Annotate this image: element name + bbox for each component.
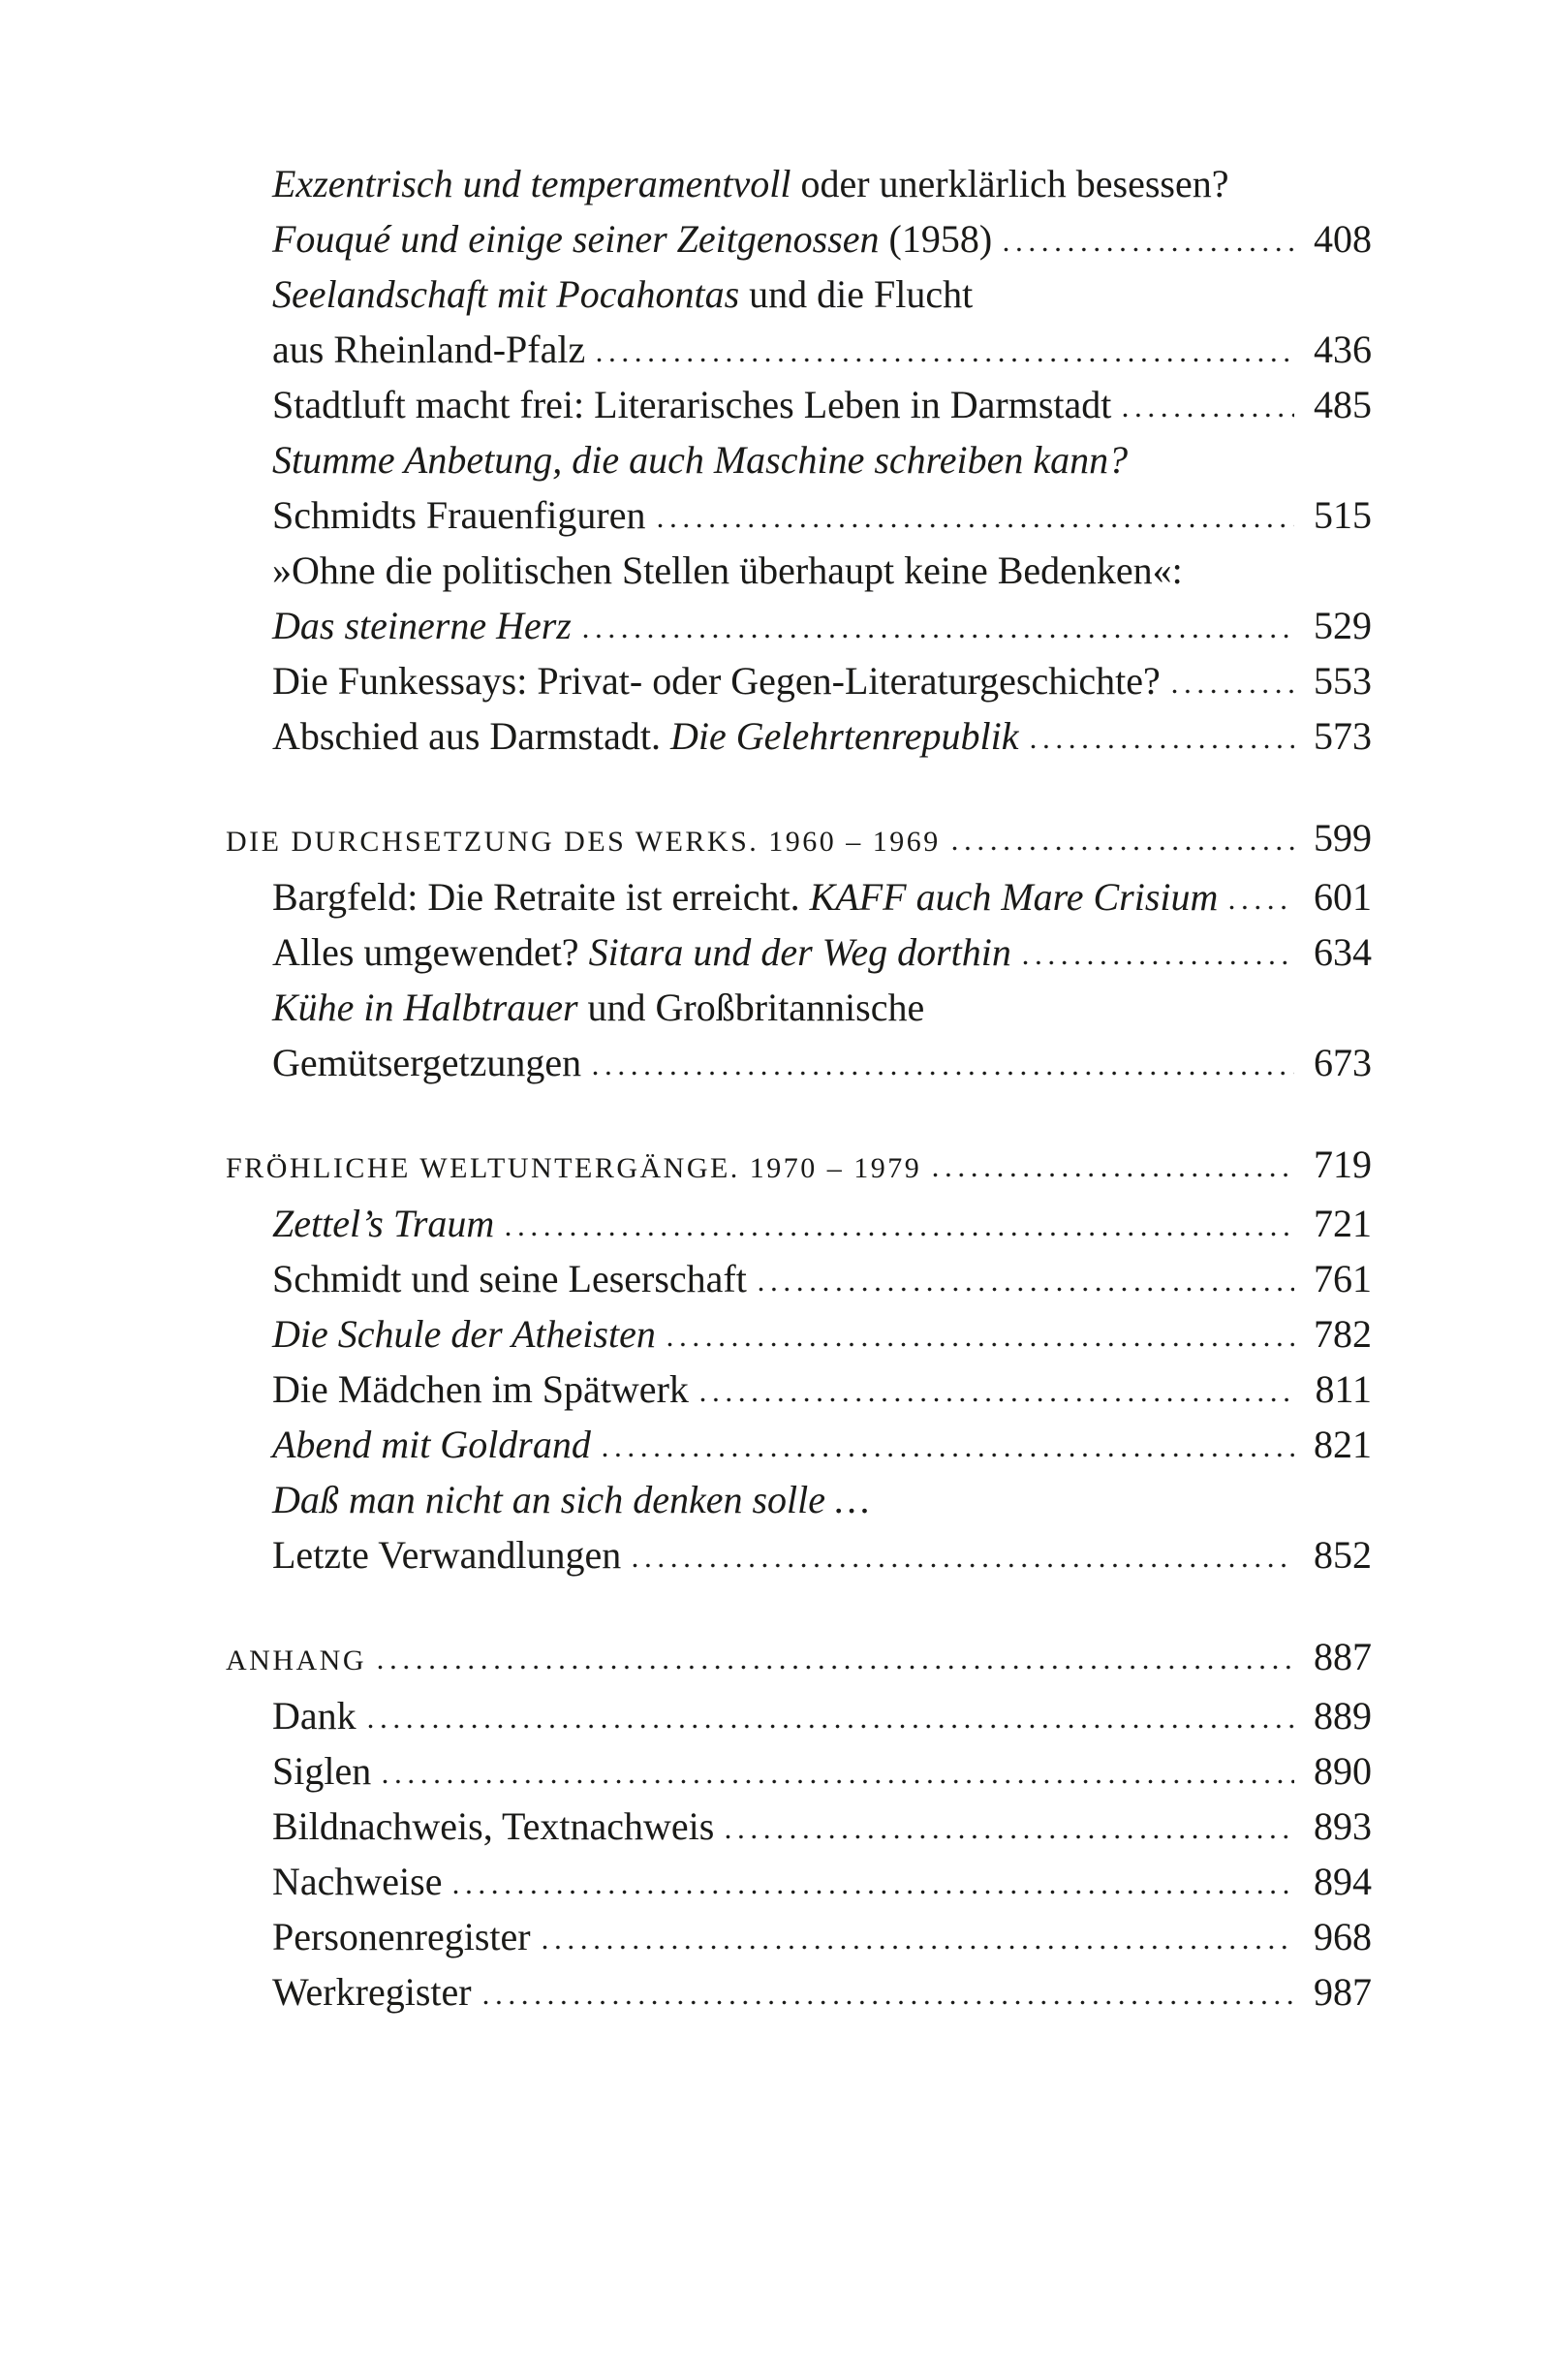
toc-entry xyxy=(272,1251,1372,1306)
page-number: 782 xyxy=(1314,1312,1372,1356)
entry-title xyxy=(272,1854,442,1909)
entry-title xyxy=(272,924,1011,980)
section-header-title xyxy=(226,814,941,869)
entry-title xyxy=(272,1799,714,1854)
dot-leader xyxy=(378,1665,1294,1670)
entry-title xyxy=(272,1527,621,1582)
page-number: 893 xyxy=(1314,1804,1372,1848)
page-number: 719 xyxy=(1314,1143,1372,1186)
entry-title xyxy=(272,1306,656,1362)
entry-title xyxy=(272,543,1183,598)
page-number: 890 xyxy=(1314,1749,1372,1793)
title-italic-segment: Sitara und der Weg dorthin xyxy=(588,930,1011,974)
entry-title xyxy=(272,1251,747,1306)
dot-leader xyxy=(1023,960,1294,965)
section-header-title xyxy=(226,1633,366,1688)
toc-entry xyxy=(272,1743,1372,1799)
title-italic-segment: KAFF auch Mare Crisium xyxy=(809,875,1219,919)
dot-leader xyxy=(593,1071,1294,1076)
title-italic-segment: Kühe in Halbtrauer xyxy=(272,986,578,1029)
entry-title xyxy=(272,1964,472,2020)
toc-entry xyxy=(272,708,1372,764)
toc-entry xyxy=(272,1527,1372,1582)
page-number: 761 xyxy=(1314,1257,1372,1300)
dot-leader xyxy=(453,1890,1294,1895)
title-roman-segment: Schmidts Frauenfiguren xyxy=(272,493,646,537)
entry-title xyxy=(272,1909,531,1964)
title-roman-segment: aus Rheinland-Pfalz xyxy=(272,328,586,371)
dot-leader xyxy=(483,2000,1294,2005)
section-header-title xyxy=(226,1141,921,1196)
title-italic-segment: Das steinerne Herz xyxy=(272,604,572,647)
title-italic-segment: Exzentrisch und temperamentvoll xyxy=(272,162,791,205)
title-roman-segment: und Großbritannische xyxy=(577,986,925,1029)
page-number: 599 xyxy=(1314,816,1372,860)
title-roman-segment: Bargfeld: Die Retraite ist erreicht. xyxy=(272,875,810,919)
dot-leader xyxy=(700,1397,1294,1402)
title-roman-segment: Gemütsergetzungen xyxy=(272,1041,582,1084)
dot-leader xyxy=(583,634,1294,639)
toc-entry xyxy=(272,1472,1372,1527)
page-number: 673 xyxy=(1314,1041,1372,1084)
page-number: 408 xyxy=(1314,217,1372,261)
title-roman-segment: (1958) xyxy=(879,217,993,261)
page-number: 811 xyxy=(1315,1367,1372,1411)
page-number: 852 xyxy=(1314,1533,1372,1577)
dot-leader xyxy=(1004,247,1294,252)
toc-entry xyxy=(272,653,1372,708)
entry-title xyxy=(272,487,646,543)
dot-leader xyxy=(368,1724,1294,1729)
title-roman-segment: Schmidt und seine Leserschaft xyxy=(272,1257,747,1300)
title-roman-segment: Stadtluft macht frei: Literarisches Leben in Darmstadt xyxy=(272,383,1112,426)
toc-entry xyxy=(272,1964,1372,2020)
toc-section-header xyxy=(226,810,1372,869)
toc-entry xyxy=(272,432,1372,487)
page-number: 573 xyxy=(1314,714,1372,758)
dot-leader xyxy=(383,1779,1294,1784)
toc-entry xyxy=(272,1196,1372,1251)
title-roman-segment: oder unerklärlich besessen? xyxy=(790,162,1229,205)
toc-section-header xyxy=(226,1629,1372,1688)
entry-title xyxy=(272,708,1019,764)
entry-title xyxy=(272,322,585,377)
entry-title xyxy=(272,1743,371,1799)
title-italic-segment: Die Gelehrtenrepublik xyxy=(670,714,1019,758)
toc-entry xyxy=(272,1799,1372,1854)
page-number: 968 xyxy=(1314,1915,1372,1958)
title-roman-segment: Nachweise xyxy=(272,1860,443,1903)
title-roman-segment: FRÖHLICHE WELTUNTERGÄNGE. 1970 – 1979 xyxy=(226,1152,922,1184)
toc-entry xyxy=(272,924,1372,980)
dot-leader xyxy=(1229,905,1294,910)
page-number: 529 xyxy=(1314,604,1372,647)
title-roman-segment: ANHANG xyxy=(226,1644,366,1676)
dot-leader xyxy=(542,1945,1294,1950)
entry-title xyxy=(272,653,1161,708)
toc-entry xyxy=(272,1909,1372,1964)
entry-title xyxy=(272,1472,870,1527)
toc-entry xyxy=(272,156,1372,211)
title-roman-segment: Dank xyxy=(272,1694,356,1738)
page-number: 889 xyxy=(1314,1694,1372,1738)
dot-leader xyxy=(933,1173,1294,1177)
entry-title xyxy=(272,1417,591,1472)
title-roman-segment: Letzte Verwandlungen xyxy=(272,1533,622,1577)
entry-title xyxy=(272,432,1128,487)
title-roman-segment: »Ohne die politischen Stellen überhaupt keine Bedenken«: xyxy=(272,548,1183,592)
title-roman-segment: und die Flucht xyxy=(739,272,974,316)
title-roman-segment: Werkregister xyxy=(272,1970,472,2014)
entry-title xyxy=(272,1688,356,1743)
title-italic-segment: Fouqué und einige seiner Zeitgenossen xyxy=(272,217,880,261)
title-roman-segment: Die Mädchen im Spätwerk xyxy=(272,1367,689,1411)
toc-entry xyxy=(272,1035,1372,1090)
title-roman-segment: Personenregister xyxy=(272,1915,531,1958)
title-roman-segment: Bildnachweis, Textnachweis xyxy=(272,1804,715,1848)
toc-section-header xyxy=(226,1137,1372,1196)
dot-leader xyxy=(1123,413,1294,418)
toc-entry xyxy=(272,377,1372,432)
toc-entry xyxy=(272,980,1372,1035)
entry-title xyxy=(272,598,572,653)
page-number: 634 xyxy=(1314,930,1372,974)
entry-title xyxy=(272,980,924,1035)
entry-title xyxy=(272,1196,494,1251)
title-italic-segment: Stumme Anbetung, die auch Maschine schreiben kann? xyxy=(272,438,1129,482)
entry-title xyxy=(272,156,1228,211)
page-number: 894 xyxy=(1314,1860,1372,1903)
toc-entry xyxy=(272,322,1372,377)
dot-leader xyxy=(1031,744,1294,749)
title-italic-segment: Abend mit Goldrand xyxy=(272,1423,591,1466)
title-roman-segment: Die Funkessays: Privat- oder Gegen-Literaturgeschichte? xyxy=(272,659,1161,703)
dot-leader xyxy=(597,358,1294,362)
dot-leader xyxy=(726,1834,1294,1839)
dot-leader xyxy=(506,1232,1294,1237)
title-italic-segment: Daß man nicht an sich denken solle … xyxy=(272,1478,870,1521)
entry-title xyxy=(272,1362,689,1417)
toc-entry xyxy=(272,543,1372,598)
page-number: 553 xyxy=(1314,659,1372,703)
toc-entry xyxy=(272,487,1372,543)
dot-leader xyxy=(1172,689,1294,694)
dot-leader xyxy=(667,1342,1294,1347)
title-roman-segment: Abschied aus Darmstadt. xyxy=(272,714,671,758)
toc-entry xyxy=(272,1417,1372,1472)
dot-leader xyxy=(952,846,1294,851)
title-roman-segment: DIE DURCHSETZUNG DES WERKS. 1960 – 1969 xyxy=(226,826,941,858)
page-number: 601 xyxy=(1314,875,1372,919)
page-number: 987 xyxy=(1314,1970,1372,2014)
entry-title xyxy=(272,266,973,322)
dot-leader xyxy=(603,1453,1294,1457)
entry-title xyxy=(272,211,992,266)
title-italic-segment: Die Schule der Atheisten xyxy=(272,1312,656,1356)
page-number: 436 xyxy=(1314,328,1372,371)
entry-title xyxy=(272,377,1111,432)
entry-title xyxy=(272,1035,581,1090)
toc xyxy=(226,156,1372,2020)
toc-entry xyxy=(272,1854,1372,1909)
dot-leader xyxy=(759,1287,1294,1292)
dot-leader xyxy=(633,1563,1294,1568)
title-italic-segment: Seelandschaft mit Pocahontas xyxy=(272,272,740,316)
title-italic-segment: Zettel’s Traum xyxy=(272,1202,495,1245)
page-number: 821 xyxy=(1314,1423,1372,1466)
toc-entry xyxy=(272,1688,1372,1743)
toc-entry xyxy=(272,598,1372,653)
toc-entry xyxy=(272,1362,1372,1417)
title-roman-segment: Alles umgewendet? xyxy=(272,930,589,974)
page-number: 515 xyxy=(1314,493,1372,537)
page-number: 721 xyxy=(1314,1202,1372,1245)
toc-entry xyxy=(272,211,1372,266)
page-number: 887 xyxy=(1314,1635,1372,1678)
page-number: 485 xyxy=(1314,383,1372,426)
toc-entry xyxy=(272,869,1372,924)
title-roman-segment: Siglen xyxy=(272,1749,372,1793)
entry-title xyxy=(272,869,1218,924)
toc-entry xyxy=(272,266,1372,322)
toc-entry xyxy=(272,1306,1372,1362)
dot-leader xyxy=(658,523,1295,528)
